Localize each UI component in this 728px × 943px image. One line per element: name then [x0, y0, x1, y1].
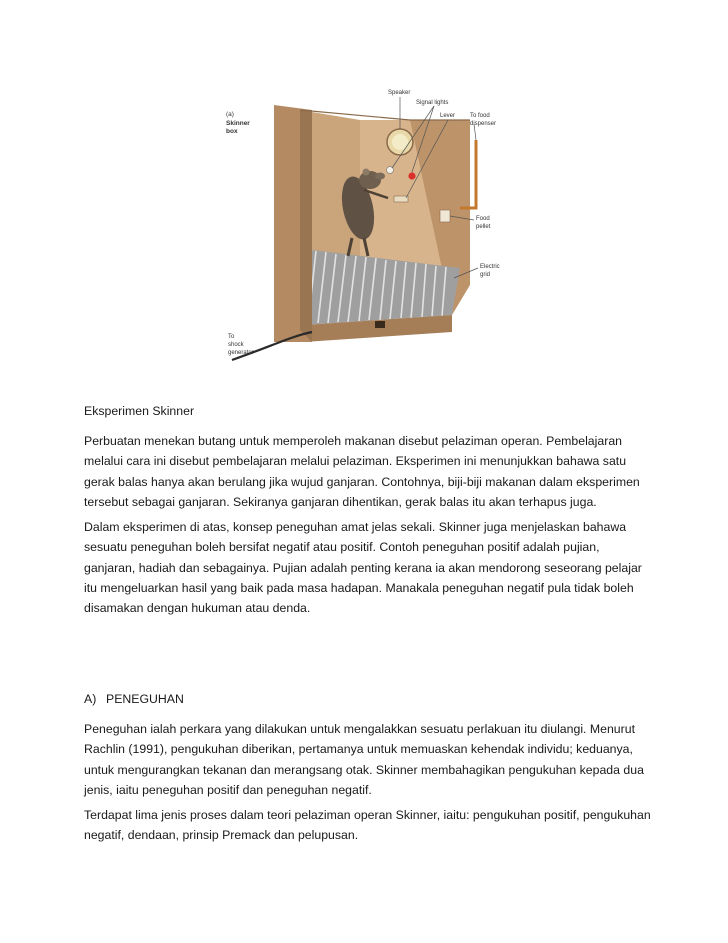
- paragraph-1: [84, 431, 654, 512]
- signal-light-red: [408, 172, 415, 179]
- label-shock: shock: [228, 342, 244, 348]
- figure-title: Skinner: [226, 120, 250, 127]
- label-speaker: Speaker: [388, 90, 411, 96]
- label-food: Food: [476, 216, 490, 222]
- paragraph-1-text: Perbuatan menekan butang untuk memperoleh makanan disebut pelaziman operan. Pembelajaran melalui cara ini disebut pembelajaran melalui pelaziman. Eksperimen ini menunjukkan bahawa satu gerak balas hanya akan berulang jika wujud ganjaran. Contohnya, biji-biji makanan dalam eksperimen tersebut sebagai ganjaran. Sekiranya ganjaran dihentikan, gerak balas itu akan terhapus juga.: [84, 434, 640, 509]
- food-pellet-tray: [440, 210, 450, 222]
- paragraph-2-text: Dalam eksperimen di atas, konsep peneguhan amat jelas sekali. Skinner juga menjelaskan bahawa sesuatu peneguhan boleh bersifat negatif atau positif. Contoh peneguhan positif adalah pujian, ganjaran, hadiah dan sebagainya. Pujian adalah penting kerana ia akan mendorong seseorang pelajar itu mengeluarkan hasil yang baik pada masa hadapan. Manakala peneguhan negatif pula tidak boleh disamakan dengan hukuman atau denda.: [84, 520, 642, 616]
- label-signal-lights: Signal lights: [416, 100, 449, 106]
- paragraph-2: [84, 517, 654, 618]
- base-connector: [375, 321, 385, 328]
- label-grid: grid: [480, 272, 491, 278]
- label-generator: generator: [228, 350, 254, 356]
- figure-title-line2: box: [226, 128, 238, 135]
- label-electric: Electric: [480, 264, 500, 270]
- label-dispenser: dispenser: [470, 121, 497, 127]
- label-pellet: pellet: [476, 224, 491, 230]
- figure-panel-label: (a): [226, 111, 234, 118]
- section-heading: [84, 689, 654, 709]
- label-to: To: [228, 334, 235, 340]
- skinner-box-illustration: [212, 80, 512, 370]
- paragraph-3-text: Peneguhan ialah perkara yang dilakukan untuk mengalakkan sesuatu perlakuan itu diulangi. Menurut Rachlin (1991), pengukuhan diberikan, pertamanya untuk memuaskan kehendak individu; keduanya, untuk mengurangkan tekanan dan merangsang otak. Skinner membahagikan pengukuhan kepada dua jenis, iaitu peneguhan positif dan peneguhan negatif.: [84, 722, 644, 797]
- skinner-box-figure: [212, 80, 512, 370]
- label-lever: Lever: [440, 113, 456, 119]
- paragraph-4-text: Terdapat lima jenis proses dalam teori pelaziman operan Skinner, iaitu: pengukuhan positif, pengukuhan negatif, dendaan, prinsip Premack dan pelupusan.: [84, 808, 651, 843]
- section-heading-text: PENEGUHAN: [106, 692, 184, 706]
- caption-text: Eksperimen Skinner: [84, 404, 195, 418]
- section-heading-number: A): [84, 692, 97, 706]
- label-to-food: To food: [470, 113, 490, 119]
- figure-caption: [84, 401, 654, 421]
- paragraph-3: [84, 719, 654, 800]
- paragraph-4: [84, 805, 654, 846]
- lever: [394, 196, 408, 202]
